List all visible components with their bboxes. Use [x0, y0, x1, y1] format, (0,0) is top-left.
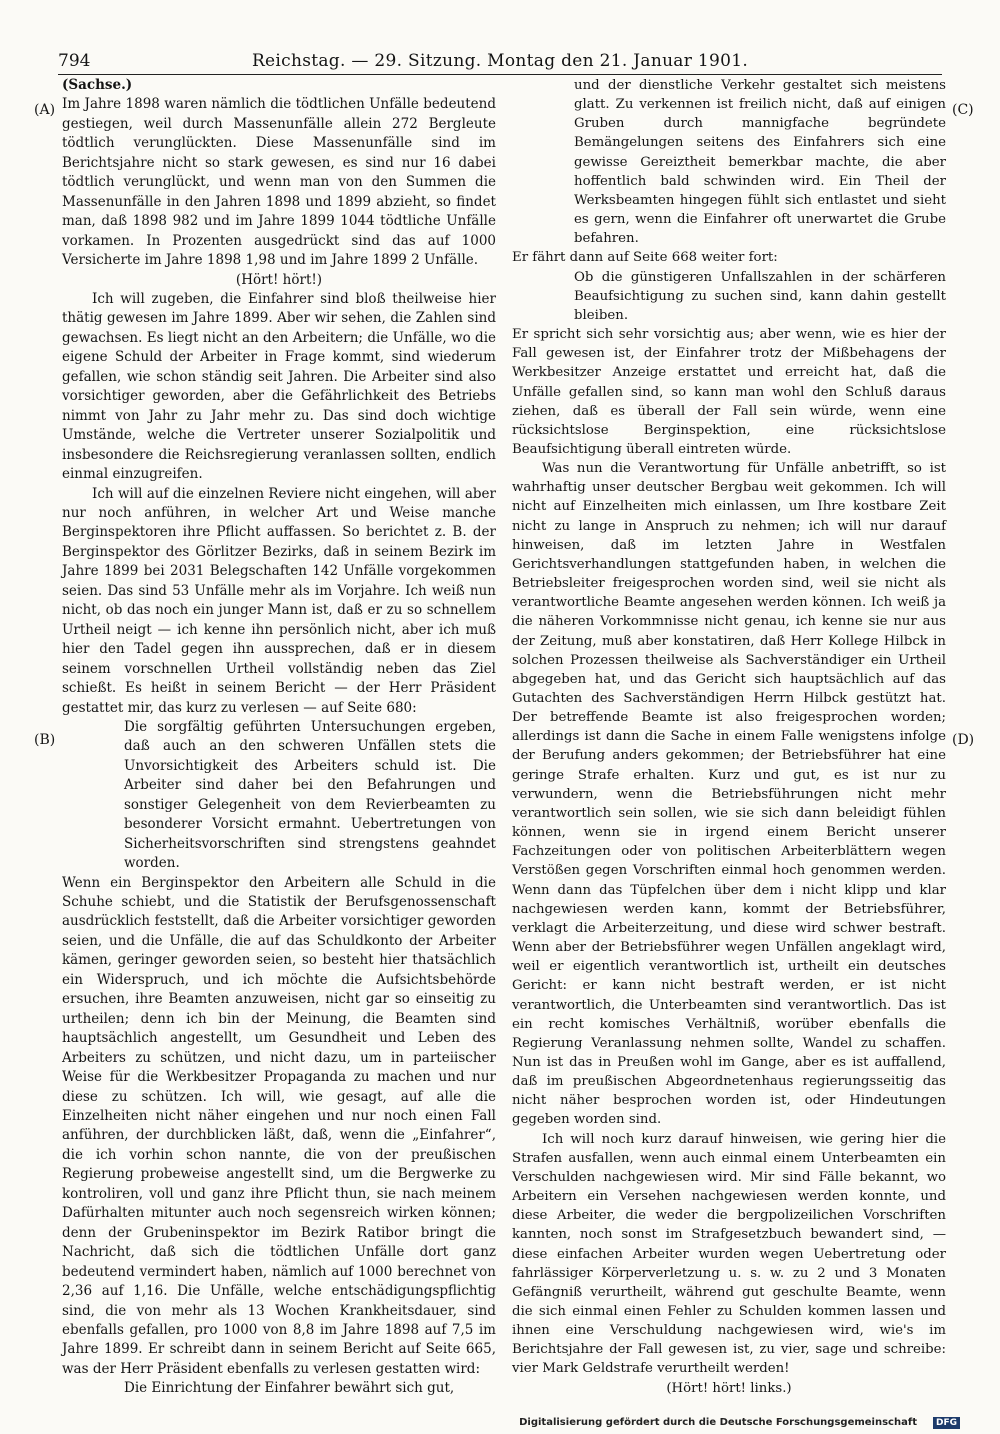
paragraph: Er spricht sich sehr vorsichtig aus; aber wenn, wie es hier der Fall gewesen ist, der Einfahrer trotz der Mißbehagens der Werkbesitzer Anzeige erstattet und erreicht hat, daß die Unfälle gefallen sind, so kann man wohl den Schluß daraus ziehen, daß es überall der Fall sein würde, wenn eine rücksichtslose Berginspektion, eine rücksichtslose Beaufsichtigung überall eintreten würde. [512, 327, 946, 457]
paragraph: Er fährt dann auf Seite 668 weiter fort: [512, 250, 778, 266]
dfg-logo: DFG [933, 1417, 960, 1429]
running-head: Reichstag. — 29. Sitzung. Montag den 21. Januar 1901. [251, 51, 749, 71]
right-column [512, 76, 946, 1398]
left-column [62, 76, 496, 1399]
margin-label-a: (A) [34, 102, 56, 118]
paragraph: Ich will zugeben, die Einfahrer sind bloß theilweise hier thätig gewesen im Jahre 1899. Aber wir sehen, die Zahlen sind gewachsen. Es liegt nicht an den Arbeitern; die Unfälle, wo die eigene Schuld der Arbeiter in Frage kommt, sind wiederum gefallen, wie schon ständig seit Jahren. Die Arbeiter sind also vorsichtiger geworden, aber die Gefährlichkeit des Betriebs nimmt von Jahr zu Jahr mehr zu. Das sind doch wichtige Umstände, welche die Vertreter unserer Sozialpolitik und insbesondere die Reichsregierung veranlassen sollten, endlich einmal einzugreifen. [62, 290, 496, 483]
interjection: (Hört! hört!) [235, 271, 323, 288]
footer-credit [519, 1415, 960, 1431]
paragraph: Ich will auf die einzelnen Reviere nicht eingehen, will aber nur noch anführen, in welcher Art und Weise manche Berginspektoren ihre Pflicht auffassen. So berichtet z. B. der Berginspektor des Görlitzer Bezirks, daß in seinem Bezirk im Jahre 1899 bei 2031 Belegschaften 142 Unfälle vorgekommen seien. Das sind 53 Unfälle mehr als im Vorjahre. Ich weiß nun nicht, ob das noch ein junger Mann ist, daß er zu so schnellem Urtheil neigt — ich kenne ihn persönlich nicht, aber ich muß hier den Tadel gegen ihn aussprechen, daß er in diesem seinem vorschnellen Urtheil vollständig neben das Ziel schießt. Es heißt in seinem Bericht — der Herr Präsident gestattet mir, das kurz zu verlesen — auf Seite 680: [62, 485, 496, 716]
margin-label-b: (B) [34, 732, 56, 748]
page-header [58, 50, 942, 72]
quotation: und der dienstliche Verkehr gestaltet sich meistens glatt. Zu verkennen ist freilich nicht, daß auf einigen Gruben durch mannigfache begründete Bemängelungen seitens des Einfahrers sich eine gewisse Gereiztheit bemerkbar machte, die aber hoffentlich bald schwinden wird. Ein Theil der Werksbeamten hingegen fühlt sich entlastet und sieht es gern, wenn die Einfahrer oft unerwartet die Grube befahren. [574, 78, 946, 247]
paragraph: Im Jahre 1898 waren nämlich die tödtlichen Unfälle bedeutend gestiegen, weil durch Massenunfälle allein 272 Bergleute tödtlich verunglückten. Diese Massenunfälle sind im Berichtsjahre nicht so stark gewesen, es sind nur 16 dabei tödtlich verunglückt, und wenn man von den Summen die Massenunfälle in den Jahren 1898 und 1899 abzieht, so findet man, daß 1898 982 und im Jahre 1899 1044 tödtliche Unfälle vorkamen. In Prozenten ausgedrückt sind das auf 1000 Versicherte im Jahre 1898 1,98 und im Jahre 1899 2 Unfälle. [62, 96, 496, 269]
paragraph: Was nun die Verantwortung für Unfälle anbetrifft, so ist wahrhaftig unser deutscher Bergbau weit gekommen. Ich will nicht auf Einzelheiten mich einlassen, um Ihre kostbare Zeit nicht zu lange in Anspruch zu nehmen; ich will nur darauf hinweisen, daß im letzten Jahre in Westfalen Gerichtsverhandlungen stattgefunden haben, in welchen die Betriebsleiter freigesprochen worden sind, weil sie nicht als verantwortliche Beamte angesehen werden können. Ich weiß ja die näheren Vorkommnisse nicht genau, ich kenne sie nur aus der Zeitung, muß aber konstatiren, daß Herr Kollege Hilbck in solchen Prozessen theilweise als Sachverständiger ein Urtheil abgegeben hat, und das Gericht sich hauptsächlich auf das Gutachten des Sachverständigen Herrn Hilbck gestützt hat. Der betreffende Beamte ist also freigesprochen worden; allerdings ist dann die Sache in einem Falle wenigstens infolge der Berufung anders gekommen; der Betriebsführer hat eine geringe Strafe erhalten. Kurz und gut, es ist nur zu verwundern, wenn die Betriebsführungen nicht mehr verantwortlich sein sollen, wie sie sich dann beleidigt fühlen können, wenn sie in irgend einem Bericht unserer Fachzeitungen oder von politischen Arbeiterblättern wegen Verstößen gegen Vorschriften einmal hoch genommen werden. Wenn dann das Tüpfelchen über dem i nicht klipp und klar nachgewiesen werden kann, kommt der Betriebsführer, verklagt die Arbeiterzeitung, und diese wird schwer bestraft. Wenn aber der Betriebsführer wegen Unfällen angeklagt wird, weil er eigentlich verantwortlich ist, urtheilt ein deutsches Gericht: er kann nicht bestraft werden, er ist nicht verantwortlich, die Unterbeamten sind verantwortlich. Das ist ein recht komisches Verhältniß, worüber ebenfalls die Regierung Veranlassung nehmen sollte, Wandel zu schaffen. Nun ist das in Preußen wohl im Gange, aber es ist auffallend, daß im preußischen Abgeordnetenhaus regierungsseitig das nicht näher besprochen worden ist, oder Hindeutungen gegeben worden sind. [512, 461, 946, 1128]
header-rule [58, 74, 942, 75]
page-number: 794 [58, 51, 91, 71]
speaker-name: (Sachse.) [62, 77, 133, 93]
paragraph: Wenn ein Berginspektor den Arbeitern alle Schuld in die Schuhe schiebt, und die Statistik der Berufsgenossenschaft ausdrücklich feststellt, daß die Arbeiter vorsichtiger geworden seien, und die Unfälle, die auf das Schuldkonto der Arbeiter kämen, geringer geworden seien, so besteht hier thatsächlich ein Widerspruch, und ich möchte die Aufsichtsbehörde ersuchen, ihre Beamten anzuweisen, nicht gar so einseitig zu urtheilen; denn ich bin der Meinung, die Beamten sind hauptsächlich angestellt, um Gesundheit und Leben des Arbeiters zu schützen, und nicht dazu, um in parteiischer Weise für die Werkbesitzer Propaganda zu machen und nur diese zu schützen. Ich will, wie gesagt, auf alle die Einzelheiten nicht näher eingehen und nur noch einen Fall anführen, der durchblicken läßt, daß, wenn die „Einfahrer“, die ich vorhin schon nannte, die von der preußischen Regierung probeweise angestellt sind, um die Bergwerke zu kontroliren, voll und ganz ihre Pflicht thun, sie nach meinem Dafürhalten mitunter auch noch segensreich wirken können; denn der Grubeninspektor im Bezirk Ratibor bringt die Nachricht, daß sich die tödtlichen Unfälle dort ganz bedeutend vermindert haben, nämlich auf 1000 berechnet von 2,36 auf 1,16. Die Unfälle, welche entschädigungspflichtig sind, die von mehr als 13 Wochen Krankheitsdauer, sind ebenfalls gefallen, pro 1000 von 8,8 im Jahre 1898 auf 7,5 im Jahre 1899. Er schreibt dann in seinem Bericht auf Seite 665, was der Herr Präsident ebenfalls zu verlesen gestatten wird: [62, 874, 496, 1377]
quotation: Die sorgfältig geführten Untersuchungen ergeben, daß auch an den schweren Unfällen stets die Unvorsichtigkeit des Arbeiters schuld ist. Die Arbeiter sind daher bei den Befahrungen und sonstiger Gelegenheit von dem Revierbeamten zu besonderer Vorsicht ermahnt. Uebertretungen von Sicherheitsvorschriften sind strengstens geahndet worden. [124, 718, 496, 872]
paragraph: Ich will noch kurz darauf hinweisen, wie gering hier die Strafen ausfallen, wenn auch einmal einem Unterbeamten ein Verschulden nachgewiesen wird. Mir sind Fälle bekannt, wo Arbeitern ein Versehen nachgewiesen werden konnte, und diese Arbeiter, die weder die bergpolizeilichen Vorschriften kannten, noch sonst im Strafgesetzbuch bewandert sind, — diese einfachen Arbeiter wurden wegen Uebertretung oder fahrlässiger Körperverletzung u. s. w. zu 2 und 3 Monaten Gefängniß verurtheilt, während gut geschulte Beamte, wenn die sich einmal einen Fehler zu Schulden kommen lassen und ihnen eine Verschuldung nachgewiesen wird, wie's im Berichtsjahre der Fall gewesen ist, zu vier, sage und schreibe: vier Mark Geldstrafe verurtheilt werden! [512, 1131, 946, 1377]
quotation: Die Einrichtung der Einfahrer bewährt sich gut, [124, 1380, 455, 1397]
quotation: Ob die günstigeren Unfallszahlen in der schärferen Beaufsichtigung zu suchen sind, kann dahin gestellt bleiben. [574, 269, 946, 323]
footer-text: Digitalisierung gefördert durch die Deutsche Forschungsgemeinschaft [519, 1417, 917, 1428]
margin-label-c: (C) [952, 102, 974, 118]
margin-label-d: (D) [952, 732, 975, 748]
interjection: (Hört! hört! links.) [666, 1380, 792, 1396]
